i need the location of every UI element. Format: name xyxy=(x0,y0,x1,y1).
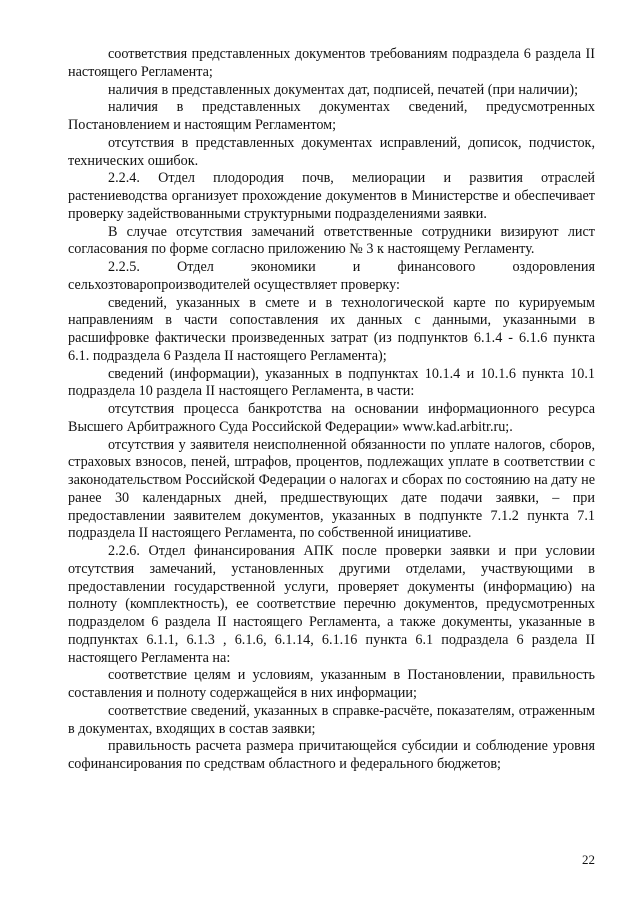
paragraph: сведений, указанных в смете и в технологической карте по курируемым направлениям в части сопоставления их данных с данными, указанными в расшифровке фактически произведенных затрат (из подпунктов 6.1.4 - 6.1.6 пункта 6.1. подраздела 6 Раздела II настоящего Регламента); xyxy=(68,294,595,364)
paragraph: отсутствия у заявителя неисполненной обязанности по уплате налогов, сборов, страховых взносов, пеней, штрафов, процентов, подлежащих уплате в соответствии с законодательством Российской Федерации о налогах и сборах по состоянию на дату не ранее 30 календарных дней, предшествующих дате подачи заявки, – при предоставлении заявителем документов, указанных в подпункте 7.1.2 пункта 7.1 подраздела II настоящего Регламента, по собственной инициативе. xyxy=(68,436,595,542)
paragraph: соответствие сведений, указанных в справке-расчёте, показателям, отраженным в документах, входящих в состав заявки; xyxy=(68,702,595,737)
page-number: 22 xyxy=(582,852,595,867)
paragraph: наличия в представленных документах дат, подписей, печатей (при наличии); xyxy=(108,81,579,98)
paragraph: соответствия представленных документов требованиям подраздела 6 раздела II настоящего Регламента; xyxy=(68,46,595,80)
paragraph: 2.2.4. Отдел плодородия почв, мелиорации и развития отраслей растениеводства организует прохождение документов в Министерстве и обеспечивает проверку задействованными структурными подразделениями заявки. xyxy=(68,170,595,222)
document-body xyxy=(68,46,595,774)
paragraph: В случае отсутствия замечаний ответственные сотрудники визируют лист согласования по форме согласно приложению № 3 к настоящему Регламенту. xyxy=(68,223,595,258)
paragraph: 2.2.6. Отдел финансирования АПК после проверки заявки и при условии отсутствия замечаний, установленных другими отделами, участвующими в предоставлении государственной услуги, проверяет документы (информацию) на полноту (комплектность), ее соответствие перечню документов, предусмотренных подразделом 6 раздела II настоящего Регламента, а также документы, указанные в подпунктах 6.1.1, 6.1.3 , 6.1.6, 6.1.14, 6.1.16 пункта 6.1 подраздела 6 раздела II настоящего Регламента на: xyxy=(68,543,595,666)
paragraph: сведений (информации), указанных в подпунктах 10.1.4 и 10.1.6 пункта 10.1 подраздела 10 раздела II настоящего Регламента, в части: xyxy=(68,365,595,400)
paragraph: соответствие целям и условиям, указанным в Постановлении, правильность составления и полноту содержащейся в них информации; xyxy=(68,667,595,701)
paragraph: наличия в представленных документах сведений, предусмотренных Постановлением и настоящим Регламентом; xyxy=(68,99,595,133)
paragraph: отсутствия в представленных документах исправлений, дописок, подчисток, технических ошибок. xyxy=(68,134,595,169)
paragraph: 2.2.5. Отдел экономики и финансового оздоровления сельхозтоваропроизводителей осуществляет проверку: xyxy=(68,259,595,293)
paragraph: отсутствия процесса банкротства на основании информационного ресурса Высшего Арбитражного Суда Российской Федерации» www.kad.arbitr.ru;. xyxy=(68,401,595,435)
paragraph: правильность расчета размера причитающейся субсидии и соблюдение уровня софинансирования по средствам областного и федерального бюджетов; xyxy=(68,738,595,772)
